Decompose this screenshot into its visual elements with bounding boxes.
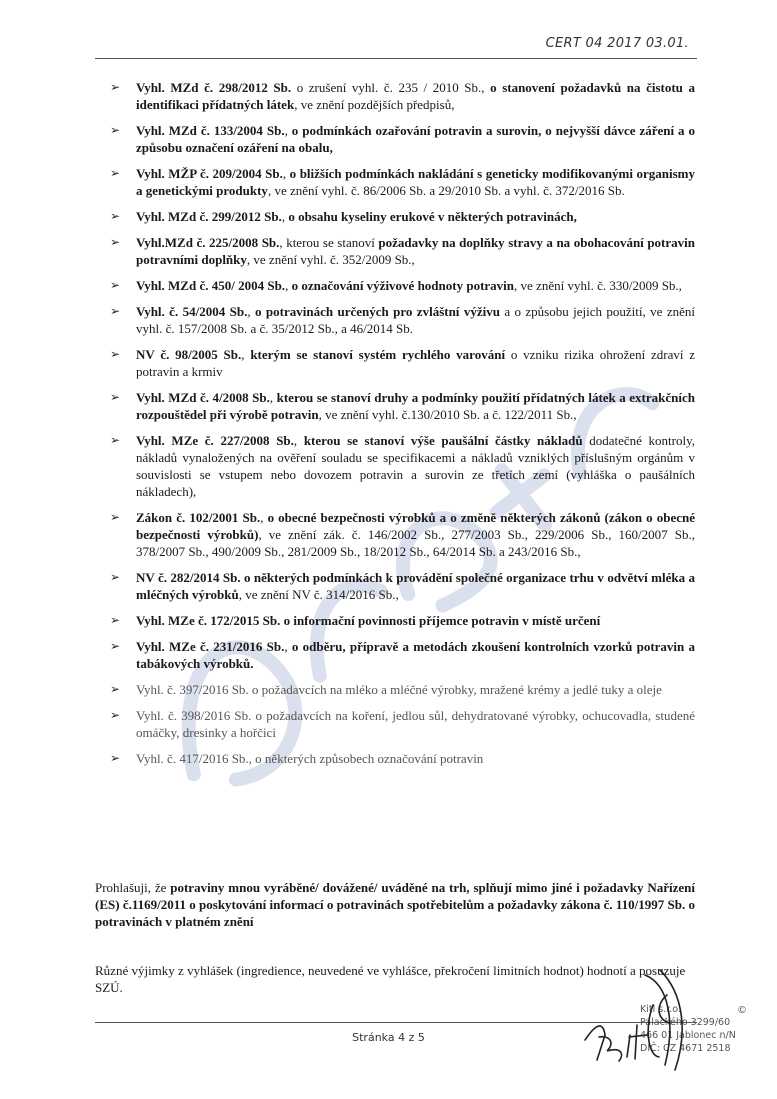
stamp-line: Kitl s.r.o. [640,1004,681,1015]
arrow-bullet-icon: ➢ [110,570,121,584]
stamp-line: DIČ: CZ 4671 2518 [640,1043,731,1054]
arrow-bullet-icon: ➢ [110,751,121,765]
arrow-bullet-icon: ➢ [110,80,121,94]
arrow-bullet-icon: ➢ [110,209,121,223]
copyright-mark: © [737,1005,747,1016]
stamp-line: 466 01 Jablonec n/N [640,1030,736,1041]
regulation-item: ➢ Vyhl. č. 54/2004 Sb., o potravinách určených pro zvláštní výživu a o způsobu jejich použití, ve znění vyhl. č. 157/2008 Sb. a č. 35/2012 Sb., a 46/2014 Sb. [110,304,695,336]
exceptions-paragraph: Různé výjimky z vyhlášek (ingredience, neuvedené ve vyhlášce, překročení limitních hodnot) hodnotí a posuzuje SZÚ. [95,963,686,995]
regulation-item: ➢ Vyhl. MZd č. 4/2008 Sb., kterou se stanoví druhy a podmínky použití přídatných látek a extrakčních rozpouštědel při výrobě potravin, ve znění vyhl. č.130/2010 Sb. a č. 122/2011 Sb., [110,390,696,422]
document-code: CERT 04 2017 03.01. [545,36,689,51]
regulation-item: ➢ Vyhl.MZd č. 225/2008 Sb., kterou se stanoví požadavky na doplňky stravy a na obohacování potravin potravními doplňky, ve znění vyhl. č. 352/2009 Sb., [110,235,695,267]
regulation-item: ➢ Vyhl. MZd č. 299/2012 Sb., o obsahu kyseliny erukové v některých potravinách, [110,209,577,224]
arrow-bullet-icon: ➢ [110,166,121,180]
regulation-item: ➢ Vyhl. MZd č. 133/2004 Sb., o podmínkách ozařování potravin a surovin, o nejvyšší dávce záření a o způsobu označení ozáření na obalu, [110,123,696,155]
page-number: Stránka 4 z 5 [352,1031,425,1044]
regulation-item: ➢ Vyhl. č. 417/2016 Sb., o některých způsobech označování potravin [110,751,484,766]
header-rule [95,58,697,59]
arrow-bullet-icon: ➢ [110,123,121,137]
arrow-bullet-icon: ➢ [110,433,121,447]
regulation-item: ➢ Vyhl. MZe č. 172/2015 Sb. o informační povinnosti příjemce potravin v místě určení [110,613,601,628]
arrow-bullet-icon: ➢ [110,347,121,361]
stamp-line: Palackého 3299/60 [640,1017,731,1028]
regulation-item: ➢ Vyhl. MZd č. 298/2012 Sb. o zrušení vyhl. č. 235 / 2010 Sb., o stanovení požadavků na čistotu a identifikaci přídatných látek, ve znění pozdějších předpisů, [110,80,695,112]
regulation-item: ➢ Zákon č. 102/2001 Sb., o obecné bezpečnosti výrobků a o změně některých zákonů (zákon o obecné bezpečnosti výrobků), ve znění zák. č. 146/2002 Sb., 277/2003 Sb., 229/2006 Sb., 160/2007 Sb., 378/2007 Sb., 490/2009 Sb., 281/2009 Sb., 18/2012 Sb., 64/2014 Sb. a 243/2016 Sb., [110,510,696,559]
arrow-bullet-icon: ➢ [110,639,121,653]
arrow-bullet-icon: ➢ [110,682,121,696]
arrow-bullet-icon: ➢ [110,304,121,318]
arrow-bullet-icon: ➢ [110,278,121,292]
declaration-paragraph: Prohlašuji, že potraviny mnou vyráběné/ dovážené/ uváděné na trh, splňují mimo jiné i požadavky Nařízení (ES) č.1169/2011 o poskytování informací o potravinách spotřebitelům a požadavky zákona č. 110/1997 Sb. o potravinách v platném znění [95,880,696,929]
arrow-bullet-icon: ➢ [110,613,121,627]
arrow-bullet-icon: ➢ [110,708,121,722]
regulation-item: ➢ Vyhl. č. 397/2016 Sb. o požadavcích na mléko a mléčné výrobky, mražené krémy a jedlé tuky a oleje [110,682,662,697]
arrow-bullet-icon: ➢ [110,510,121,524]
regulation-item: ➢ NV č. 282/2014 Sb. o některých podmínkách k provádění společné organizace trhu v odvětví mléka a mléčných výrobků, ve znění NV č. 314/2016 Sb., [110,570,696,602]
regulations-list [110,79,695,767]
arrow-bullet-icon: ➢ [110,390,121,404]
regulation-item: ➢ Vyhl. MZe č. 231/2016 Sb., o odběru, přípravě a metodách zkoušení kontrolních vzorků potravin a tabákových výrobků. [110,639,696,671]
arrow-bullet-icon: ➢ [110,235,121,249]
regulation-item: ➢ NV č. 98/2005 Sb., kterým se stanoví systém rychlého varování o vzniku rizika ohrožení zdraví z potravin a krmiv [110,347,696,379]
regulation-item: ➢ Vyhl. MŽP č. 209/2004 Sb., o bližších podmínkách nakládání s geneticky modifikovanými organismy a genetickými produkty, ve znění vyhl. č. 86/2006 Sb. a 29/2010 Sb. a vyhl. č. 372/2016 Sb. [110,166,696,198]
regulation-item: ➢ Vyhl. MZd č. 450/ 2004 Sb., o označování výživové hodnoty potravin, ve znění vyhl. č. 330/2009 Sb., [110,278,682,293]
regulation-item: ➢ Vyhl. MZe č. 227/2008 Sb., kterou se stanoví výše paušální částky nákladů dodatečné kontroly, nákladů vynaložených na ověření souladu se specifikacemi a nákladů vzniklých příslušným orgánům v souvislosti se vstupem nebo dovozem potravin a surovin ze třetích zemí (vyhláška o paušálních nákladech), [110,433,696,499]
regulation-item: ➢ Vyhl. č. 398/2016 Sb. o požadavcích na koření, jedlou sůl, dehydratované výrobky, ochucovadla, studené omáčky, dresinky a hořčici [110,708,695,740]
handwritten-signature [575,965,705,1075]
